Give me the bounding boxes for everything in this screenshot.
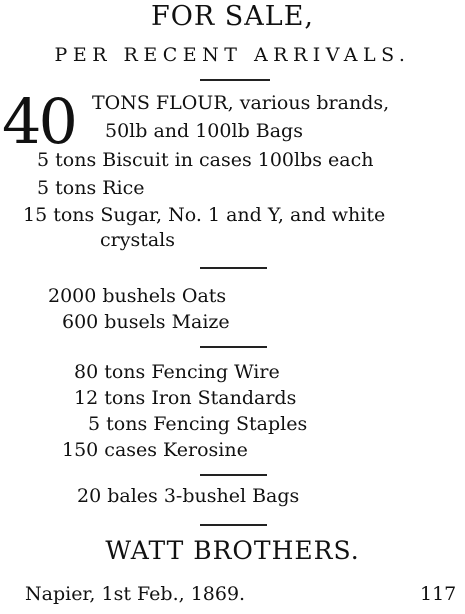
divider-rule (200, 267, 267, 269)
item-iron-standards: 12 tons Iron Standards (74, 387, 297, 409)
divider-rule (200, 346, 267, 348)
item-sugar-continued: crystals (100, 229, 175, 251)
item-fencing-wire: 80 tons Fencing Wire (74, 361, 280, 383)
item-sugar: 15 tons Sugar, No. 1 and Y, and white (23, 204, 386, 226)
divider-rule (200, 524, 267, 526)
item-rice: 5 tons Rice (37, 177, 145, 199)
lead-line-bags: 50lb and 100lb Bags (105, 120, 303, 142)
lead-number: 40 (2, 85, 75, 158)
place-date: Napier, 1st Feb., 1869. (25, 583, 246, 605)
item-maize: 600 busels Maize (62, 311, 230, 333)
ad-number: 117 (420, 583, 457, 605)
divider-rule (200, 474, 267, 476)
item-fencing-staples: 5 tons Fencing Staples (88, 413, 308, 435)
item-kerosine: 150 cases Kerosine (62, 439, 248, 461)
lead-line-flour: TONS FLOUR, various brands, (92, 92, 390, 114)
divider-rule (200, 79, 270, 81)
ad-subheading: PER RECENT ARRIVALS. (54, 44, 411, 66)
item-oats: 2000 bushels Oats (48, 285, 227, 307)
item-bags: 20 bales 3-bushel Bags (77, 485, 300, 507)
ad-heading: FOR SALE, (151, 1, 314, 32)
advertiser-name: WATT BROTHERS. (105, 536, 360, 565)
item-biscuit: 5 tons Biscuit in cases 100lbs each (37, 149, 374, 171)
